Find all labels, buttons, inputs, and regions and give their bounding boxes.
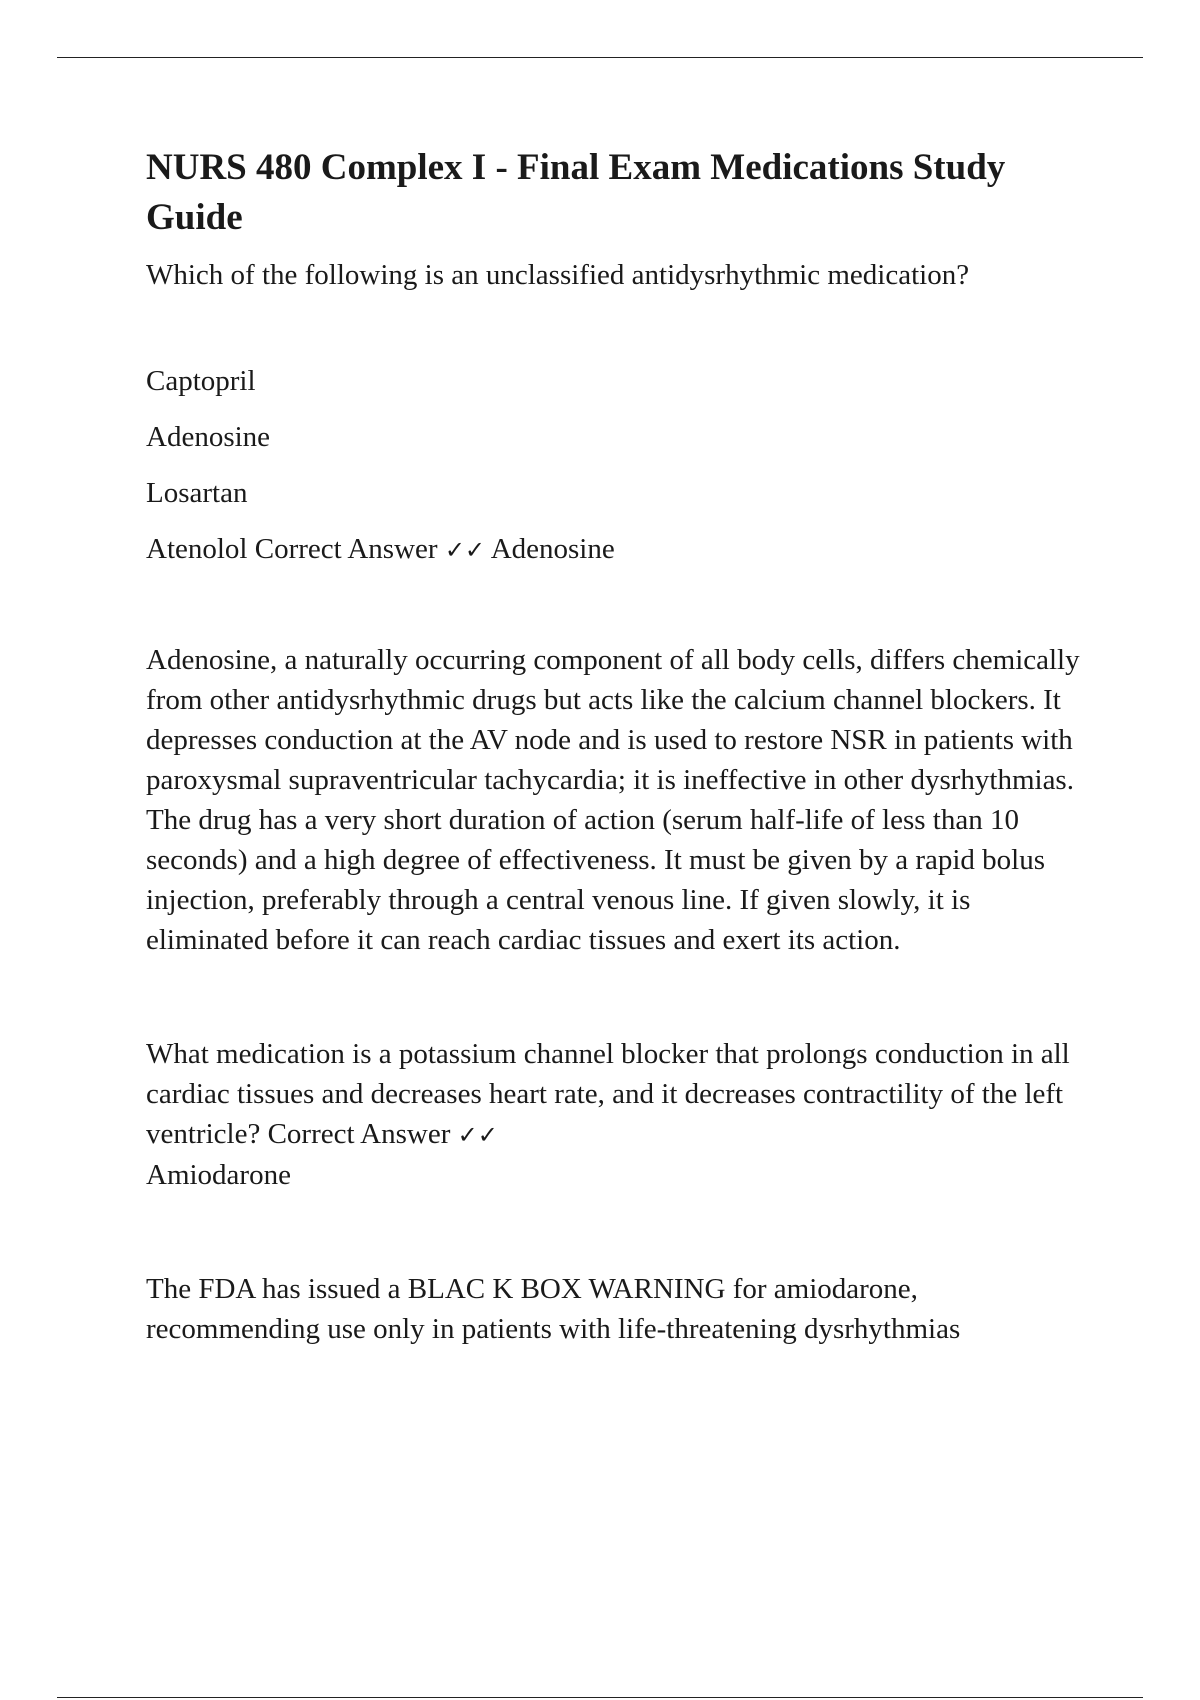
option-2: Adenosine bbox=[146, 421, 271, 453]
question-2-explanation: The FDA has issued a BLAC K BOX WARNING for amiodarone, recommending use only in patients with life-threatening dysrhythmias bbox=[146, 1273, 961, 1345]
document-title: NURS 480 Complex I - Final Exam Medications Study Guide bbox=[146, 147, 1006, 238]
question-2-text: What medication is a potassium channel blocker that prolongs conduction in all cardiac tissues and decreases heart rate, and it decreases contractility of the left ventricle? bbox=[146, 1038, 1070, 1150]
answer-prefix: Correct Answer bbox=[267, 1118, 451, 1150]
answer-value: Adenosine bbox=[490, 533, 615, 565]
answer-prefix: Correct Answer bbox=[254, 533, 438, 565]
question-1-text: Which of the following is an unclassified antidysrhythmic medication? bbox=[146, 259, 970, 291]
footer-rule bbox=[57, 1697, 1143, 1698]
question-1-explanation: Adenosine, a naturally occurring component of all body cells, differs chemically from other antidysrhythmic drugs but acts like the calcium channel blockers. It depresses conduction at the AV node and is used to restore NSR in patients with paroxysmal supraventricular tachycardia; it is ineffective in other dysrhythmias. The drug has a very short duration of action (serum half-life of less than 10 seconds) and a high degree of effectiveness. It must be given by a rapid bolus injection, preferably through a central venous line. If given slowly, it is eliminated before it can reach cardiac tissues and exert its action. bbox=[146, 644, 1080, 956]
header-rule bbox=[57, 57, 1143, 58]
checkmark-icon: ✓✓ bbox=[444, 536, 486, 564]
option-4-with-answer bbox=[146, 529, 1096, 570]
answer-value: Amiodarone bbox=[146, 1159, 291, 1191]
question-2-block bbox=[146, 1034, 1096, 1195]
option-4: Atenolol bbox=[146, 533, 248, 565]
option-3: Losartan bbox=[146, 477, 248, 509]
question-1-options bbox=[146, 361, 1096, 570]
document-body bbox=[146, 143, 1096, 1349]
option-1: Captopril bbox=[146, 365, 256, 397]
checkmark-icon: ✓✓ bbox=[457, 1121, 498, 1149]
